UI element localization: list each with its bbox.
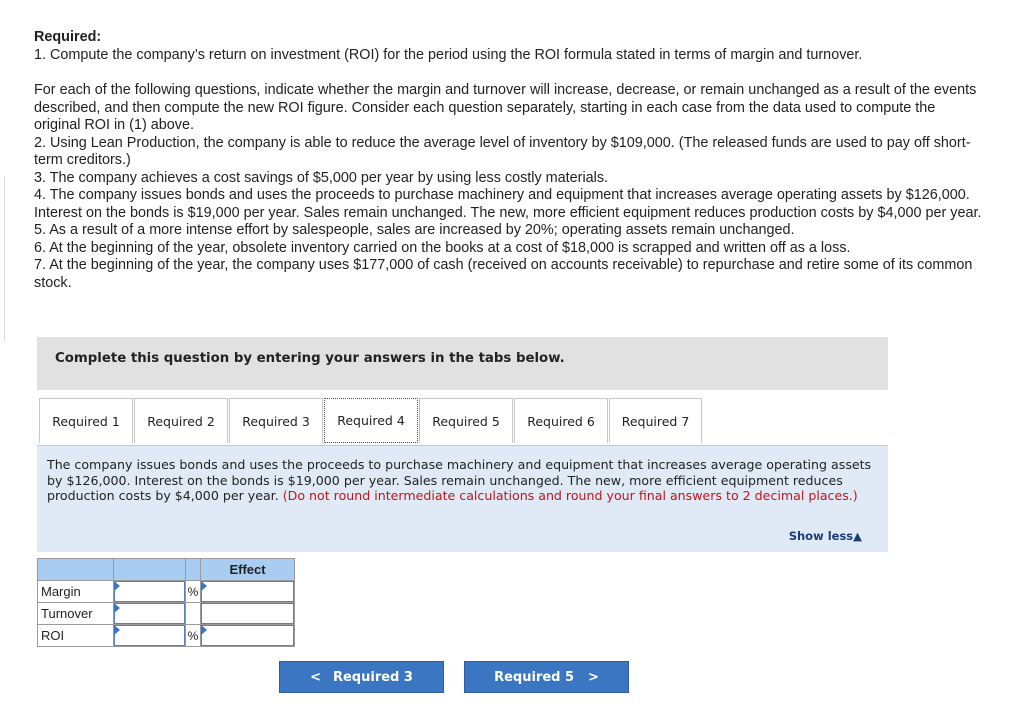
next-button-label: Required 5 xyxy=(494,669,575,685)
show-less-link[interactable] xyxy=(789,529,862,543)
required-6-text: 6. At the beginning of the year, obsolete inventory carried on the books at a cost of $18,000 is scrapped and written off as a loss. xyxy=(34,239,851,256)
required-5-text: 5. As a result of a more intense effort by salespeople, sales are increased by 20%; operating assets remain unchanged. xyxy=(34,222,795,238)
margin-effect-dropdown[interactable] xyxy=(114,581,186,603)
tab-required-4[interactable]: Required 4 xyxy=(324,398,418,443)
instructions-intro: For each of the following questions, indicate whether the margin and turnover will increase, decrease, or remain unchanged as a result of the events described, and then compute the new ROI figure. Consider each question separately, starting in each case from the data used to compute the original ROI in (1) above. xyxy=(34,82,977,133)
turnover-effect-dropdown[interactable] xyxy=(114,603,186,625)
percent-sign: % xyxy=(186,625,201,647)
percent-sign: % xyxy=(186,581,201,603)
margin-value-input[interactable] xyxy=(201,581,295,603)
tab-required-5[interactable]: Required 5 xyxy=(419,398,513,443)
required-2-text: 2. Using Lean Production, the company is able to reduce the average level of inventory by $109,000. (The released funds are used to pay off short-term creditors.) xyxy=(34,134,971,168)
required-1-text: 1. Compute the company’s return on investment (ROI) for the period using the ROI formula stated in terms of margin and turnover. xyxy=(34,46,863,63)
chevron-right-icon: > xyxy=(588,669,599,685)
table-row xyxy=(38,603,295,625)
prev-button-label: Required 3 xyxy=(332,669,413,685)
panel-question xyxy=(47,457,877,504)
table-row xyxy=(38,581,295,603)
header-blank-label xyxy=(38,559,114,581)
row-label-roi: ROI xyxy=(38,625,114,647)
unit-cell xyxy=(186,603,201,625)
required-4-text: 4. The company issues bonds and uses the proceeds to purchase machinery and equipment that increases average operating assets by $126,000. Interest on the bonds is $19,000 per year. Sales remain unchanged. The new, more efficient equipment reduces production costs by $4,000 per year. xyxy=(34,187,982,221)
triangle-up-icon: ▲ xyxy=(853,529,862,543)
next-required-button[interactable] xyxy=(464,661,629,693)
roi-effect-dropdown[interactable] xyxy=(114,625,186,647)
turnover-value-input[interactable] xyxy=(201,603,295,625)
tab-required-6[interactable]: Required 6 xyxy=(514,398,608,443)
input-marker-icon xyxy=(201,625,207,635)
roi-value-input[interactable] xyxy=(201,625,295,647)
prev-required-button[interactable] xyxy=(279,661,444,693)
table-row xyxy=(38,625,295,647)
show-less-label: Show less xyxy=(788,529,854,543)
rounding-note: (Do not round intermediate calculations and round your final answers to 2 decimal places.) xyxy=(282,488,858,504)
header-blank-value xyxy=(114,559,186,581)
problem-statement xyxy=(34,29,984,292)
input-marker-icon xyxy=(201,581,207,591)
tab-required-1[interactable]: Required 1 xyxy=(39,398,133,443)
panel-text: The company issues bonds and uses the proceeds to purchase machinery and equipment that increases average operating assets by $126,000. Interest on the bonds is $19,000 per year. Sales remain unchanged. The new, more efficient equipment reduces production costs by $4,000 per year. xyxy=(47,457,872,504)
required-heading: Required: xyxy=(34,29,102,45)
required-3-text: 3. The company achieves a cost savings of $5,000 per year by using less costly materials. xyxy=(34,169,609,186)
tab-required-3[interactable]: Required 3 xyxy=(229,398,323,443)
required-7-text: 7. At the beginning of the year, the company uses $177,000 of cash (received on accounts receivable) to repurchase and retire some of its common stock. xyxy=(34,257,973,291)
row-label-margin: Margin xyxy=(38,581,114,603)
tab-required-2[interactable]: Required 2 xyxy=(134,398,228,443)
tab-required-7[interactable]: Required 7 xyxy=(609,398,702,443)
instruction-banner xyxy=(37,337,888,390)
answer-table xyxy=(37,558,295,647)
header-blank-unit xyxy=(186,559,201,581)
dropdown-marker-icon xyxy=(114,625,120,635)
tab-panel xyxy=(37,446,888,552)
chevron-left-icon: < xyxy=(310,669,321,685)
effect-header: Effect xyxy=(201,559,295,581)
dropdown-marker-icon xyxy=(114,581,120,591)
left-border xyxy=(4,176,5,341)
instruction-text: Complete this question by entering your answers in the tabs below. xyxy=(55,351,565,366)
dropdown-marker-icon xyxy=(114,603,120,613)
row-label-turnover: Turnover xyxy=(38,603,114,625)
